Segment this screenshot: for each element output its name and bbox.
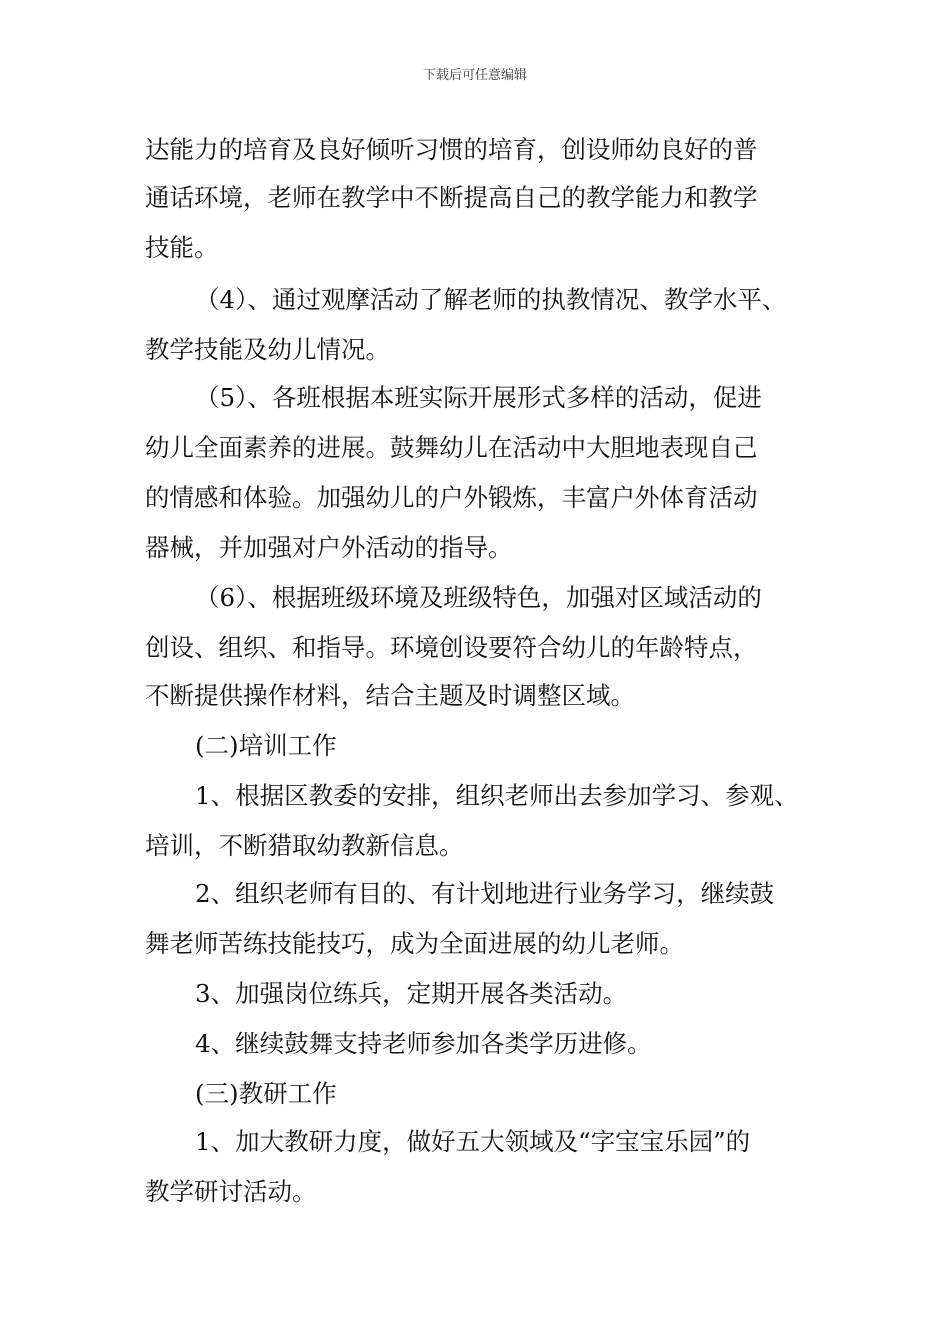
text-line: 达能力的培育及良好倾听习惯的培育，创设师幼良好的普 xyxy=(145,135,758,164)
text-line: 通话环境，老师在教学中不断提高自己的教学能力和教学 xyxy=(145,183,758,212)
section-heading: (二)培训工作 xyxy=(195,731,337,760)
text-line: 培训，不断猎取幼教新信息。 xyxy=(145,831,464,860)
text-line: 4、继续鼓舞支持老师参加各类学历进修。 xyxy=(195,1029,652,1058)
text-line: 教学研讨活动。 xyxy=(145,1177,317,1206)
page-header: 下载后可任意编辑 xyxy=(422,68,527,83)
text-line: 1、根据区教委的安排，组织老师出去参加学习、参观、 xyxy=(195,781,799,810)
text-line: 1、加大教研力度，做好五大领域及“字宝宝乐园”的 xyxy=(195,1127,751,1156)
text-line: 创设、组织、和指导。环境创设要符合幼儿的年龄特点， xyxy=(145,633,758,662)
text-line: 3、加强岗位练兵，定期开展各类活动。 xyxy=(195,979,628,1008)
text-line: 的情感和体验。加强幼儿的户外锻炼，丰富户外体育活动 xyxy=(145,483,758,512)
text-line: （5）、各班根据本班实际开展形式多样的活动，促进 xyxy=(195,383,762,412)
text-line: 器械，并加强对户外活动的指导。 xyxy=(145,533,513,562)
text-line: （4）、通过观摩活动了解老师的执教情况、教学水平、 xyxy=(195,285,787,314)
text-line: 2、组织老师有目的、有计划地进行业务学习，继续鼓 xyxy=(195,879,775,908)
text-line: 舞老师苦练技能技巧，成为全面进展的幼儿老师。 xyxy=(145,929,684,958)
text-line: （6）、根据班级环境及班级特色，加强对区域活动的 xyxy=(195,583,762,612)
text-line: 幼儿全面素养的进展。鼓舞幼儿在活动中大胆地表现自己 xyxy=(145,433,758,462)
text-line: 教学技能及幼儿情况。 xyxy=(145,335,390,364)
section-heading: (三)教研工作 xyxy=(195,1079,337,1108)
text-line: 不断提供操作材料，结合主题及时调整区域。 xyxy=(145,681,635,710)
text-line: 技能。 xyxy=(145,233,219,262)
